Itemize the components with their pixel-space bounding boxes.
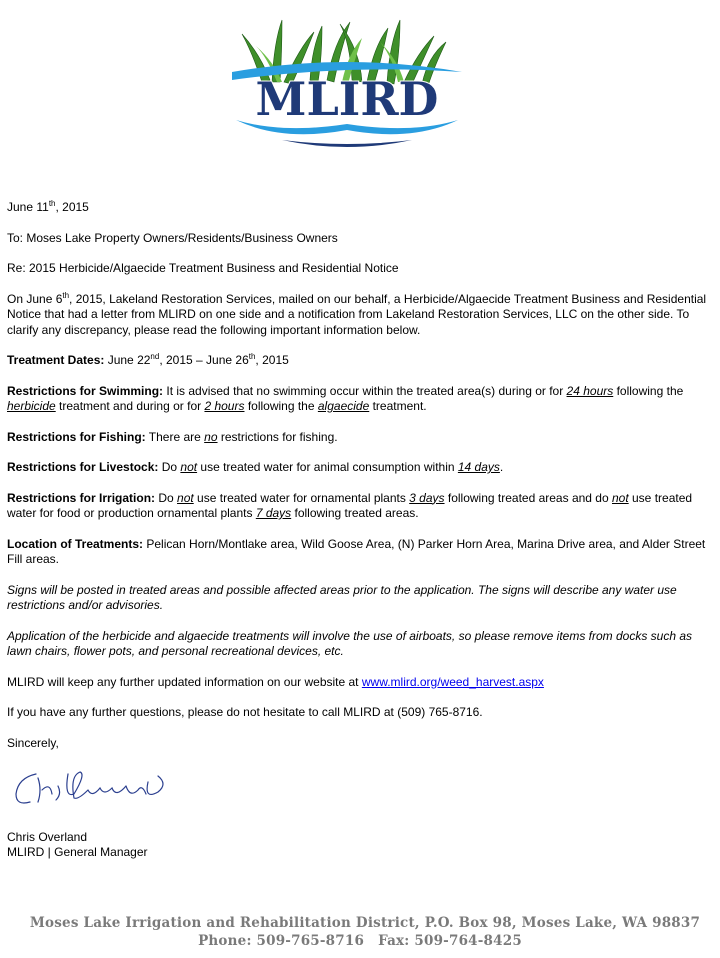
signer-name: Chris Overland	[7, 830, 88, 844]
website-link[interactable]: www.mlird.org/weed_harvest.aspx	[361, 674, 544, 689]
irrigation-restrictions: Restrictions for Irrigation: Do not use treated water for ornamental plants 3 days following treated areas and do not use treated water for food or production ornamental plants 7 days following treated areas.	[7, 490, 693, 520]
footer-fax: Fax: 509-764-8425	[378, 933, 522, 949]
signature-graphic	[8, 764, 178, 814]
mlird-logo	[222, 12, 472, 147]
logo-text: MLIRD	[255, 72, 439, 126]
letter-re: Re: 2015 Herbicide/Algaecide Treatment Business and Residential Notice	[7, 261, 399, 275]
letterhead-footer	[0, 914, 720, 950]
signs-notice: Signs will be posted in treated areas and possible affected areas prior to the application. The signs will describe any water use restrictions and/or advisories.	[7, 582, 677, 612]
swimming-restrictions: Restrictions for Swimming: It is advised that no swimming occur within the treated area(s) during or for 24 hours following the herbicide treatment and during or for 2 hours following the algaecide treatment.	[7, 383, 684, 413]
footer-contact	[0, 932, 720, 950]
website-notice: MLIRD will keep any further updated information on our website at www.mlird.org/weed_harvest.aspx	[7, 674, 544, 689]
letter-date: June 11th, 2015	[7, 199, 89, 214]
signer-title: MLIRD | General Manager	[7, 845, 148, 859]
questions-notice: If you have any further questions, please do not hesitate to call MLIRD at (509) 765-8716.	[7, 705, 483, 719]
fishing-restrictions: Restrictions for Fishing: There are no restrictions for fishing.	[7, 429, 338, 444]
letter-intro: On June 6th, 2015, Lakeland Restoration Services, mailed on our behalf, a Herbicide/Algaecide Treatment Business and Residential Notice that had a letter from MLIRD on one side and a notification from Lakeland Restoration Services, LLC on the other side. To clarify any discrepancy, please read the following important information below.	[7, 290, 707, 337]
letter-body	[7, 200, 707, 766]
airboats-notice: Application of the herbicide and algaecide treatments will involve the use of airboats, so please remove items from docks such as lawn chairs, flower pots, and personal recreational devices, etc.	[7, 628, 693, 658]
livestock-restrictions: Restrictions for Livestock: Do not use treated water for animal consumption within 14 days.	[7, 460, 504, 474]
treatment-locations: Location of Treatments: Pelican Horn/Montlake area, Wild Goose Area, (N) Parker Horn Area, Marina Drive area, and Alder Street Fill areas.	[7, 536, 706, 566]
letter-to: To: Moses Lake Property Owners/Residents/Business Owners	[7, 230, 338, 245]
logo-graphic	[222, 12, 472, 147]
signer-block	[7, 830, 148, 860]
footer-phone: Phone: 509-765-8716	[198, 933, 365, 949]
signature	[8, 764, 178, 814]
treatment-dates: Treatment Dates: June 22nd, 2015 – June 26th, 2015	[7, 352, 289, 367]
footer-address: Moses Lake Irrigation and Rehabilitation District, P.O. Box 98, Moses Lake, WA 98837	[29, 915, 701, 931]
closing: Sincerely,	[7, 735, 59, 750]
